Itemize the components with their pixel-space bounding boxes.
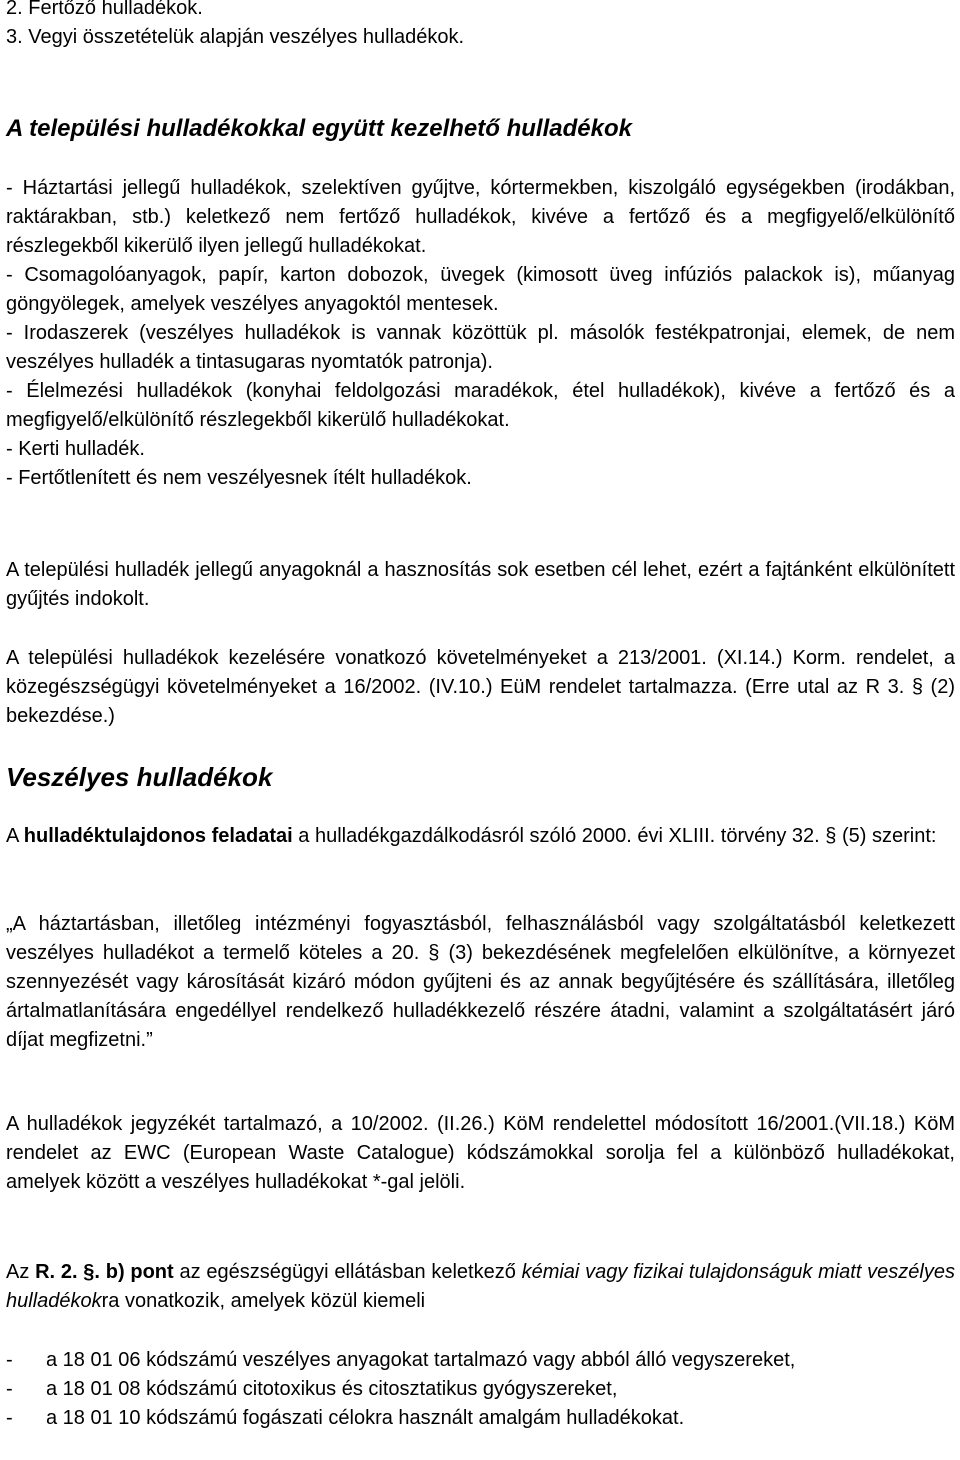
list-item: - Csomagolóanyagok, papír, karton dobozok, üvegek (kimosott üveg infúziós palackok is), műanyag göngyölegek, amelyek veszélyes anyagoktól mentesek. (6, 264, 955, 315)
paragraph-ewc: A hulladékok jegyzékét tartalmazó, a 10/2002. (II.26.) KöM rendelettel módosított 16/2001.(VII.18.) KöM rendelet az EWC (European Waste Catalogue) kódszámokkal sorolja fel a különböző hulladékokat, amelyek között a veszélyes hulladékokat *-gal jelöli. (6, 1113, 955, 1193)
owner-duties-emphasis: hulladéktulajdonos feladatai (23, 825, 293, 847)
paragraph-owner-duties: A hulladéktulajdonos feladatai a hulladékgazdálkodásról szóló 2000. évi XLIII. törvény 32. § (5) szerint: (6, 825, 937, 847)
paragraph-recycling: A települési hulladék jellegű anyagoknál a hasznosítás sok esetben cél lehet, ezért a fajtánként elkülönített gyűjtés indokolt. (6, 559, 955, 610)
top-list (6, 0, 955, 52)
chemical-physical-emphasis: kémiai vagy fizikai tulajdonságuk miatt veszélyes hulladékok (6, 1261, 955, 1312)
list-item: - a 18 01 08 kódszámú citotoxikus és citosztatikus gyógyszereket, (6, 1378, 618, 1400)
list-item: - Élelmezési hulladékok (konyhai feldolgozási maradékok, étel hulladékok), kivéve a fertőző és a megfigyelő/elkülönítő részlegekből kikerülő hulladékokat. (6, 380, 955, 431)
list-item: - Fertőtlenített és nem veszélyesnek ítélt hulladékok. (6, 467, 472, 489)
list-item: - Kerti hulladék. (6, 438, 145, 460)
list-item: 2. Fertőző hulladékok. (6, 0, 203, 19)
list-item: - Irodaszerek (veszélyes hulladékok is vannak közöttük pl. másolók festékpatronjai, elemek, de nem veszélyes hulladék a tintasugaras nyomtatók patronja). (6, 322, 955, 373)
section-heading-municipal: A települési hulladékokkal együtt kezelhető hulladékok (6, 115, 632, 142)
list-item: - a 18 01 06 kódszámú veszélyes anyagokat tartalmazó vagy abból álló vegyszereket, (6, 1349, 796, 1371)
municipal-items (6, 174, 955, 493)
r2b-emphasis: R. 2. §. b) pont (35, 1261, 174, 1283)
paragraph-requirements: A települési hulladékok kezelésére vonatkozó követelményeket a 213/2001. (XI.14.) Korm. rendelet, a közegészségügyi követelményeket a 16/2002. (IV.10.) EüM rendelet tartalmazza. (Erre utal az R 3. § (2) bekezdése.) (6, 647, 955, 727)
section-heading-hazardous: Veszélyes hulladékok (6, 762, 273, 792)
paragraph-law-quote: „A háztartásban, illetőleg intézményi fogyasztásból, felhasználásból vagy szolgáltatásból keletkezett veszélyes hulladékot a termelő köteles a 20. § (3) bekezdésének megfelelően elkülönítve, a környezet szennyezését vagy károsítását kizáró módon gyűjteni és az annak begyűjtésére és szállítására, illetőleg ártalmatlanítására engedéllyel rendelkező hulladékkezelő részére átadni, valamint a szolgáltatásért járó díjat megfizetni.” (6, 913, 955, 1051)
hazardous-code-list (6, 1346, 955, 1433)
paragraph-r2b: Az R. 2. §. b) pont az egészségügyi ellátásban keletkező kémiai vagy fizikai tulajdonságuk miatt veszélyes hulladékokra vonatkozik, amelyek közül kiemeli (6, 1261, 955, 1312)
list-item: - a 18 01 10 kódszámú fogászati célokra használt amalgám hulladékokat. (6, 1407, 685, 1429)
list-item: - Háztartási jellegű hulladékok, szelektíven gyűjtve, kórtermekben, kiszolgáló egységekben (irodákban, raktárakban, stb.) keletkező nem fertőző hulladékok, kivéve a fertőző és a megfigyelő/elkülönítő részlegekből kikerülő ilyen jellegű hulladékokat. (6, 177, 955, 257)
list-item: 3. Vegyi összetételük alapján veszélyes hulladékok. (6, 26, 465, 48)
